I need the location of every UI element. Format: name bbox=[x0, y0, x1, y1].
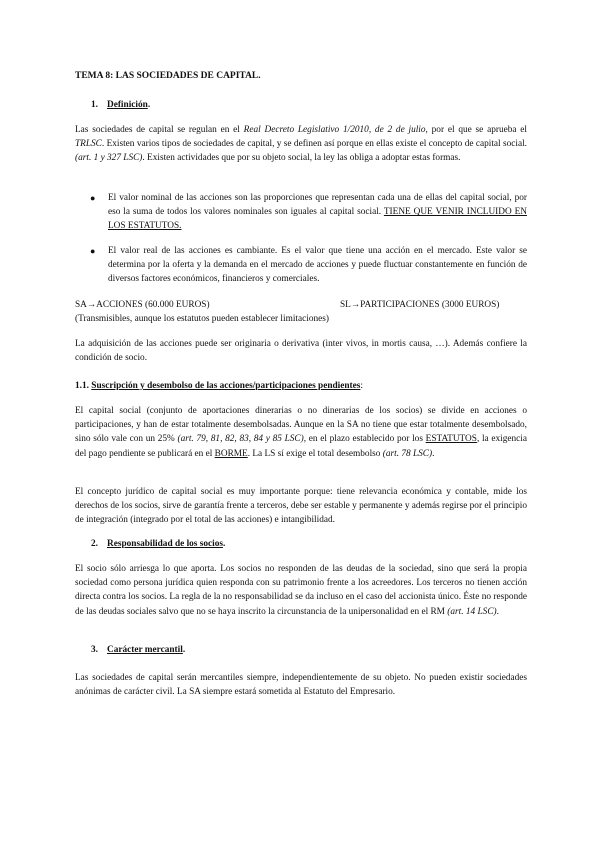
section-number: 1. bbox=[91, 100, 98, 110]
comparison-sa: SA→ACCIONES (60.000 EUROS) bbox=[75, 300, 210, 310]
section-number: 3. bbox=[91, 645, 98, 655]
section-heading-3: 3. Carácter mercantil. bbox=[91, 643, 185, 657]
comparison-sl: SL→PARTICIPACIONES (3000 EUROS) bbox=[340, 300, 500, 310]
borme-term: BORME bbox=[214, 448, 248, 459]
trlsc-abbr: TRLSC bbox=[75, 139, 102, 150]
statutes-term: ESTATUTOS bbox=[425, 434, 477, 445]
bullet-real-value: El valor real de las acciones es cambiante. Es el valor que tiene una acción en el mercado. Este valor se determina por la oferta y la demanda en el mercado de acciones y puede fluctuar constantemente en función de diversos factores económicos, financieros y comerciales. bbox=[108, 246, 527, 285]
bullet-icon: ● bbox=[90, 246, 96, 256]
bullet-nominal-value: El valor nominal de las acciones son las proporciones que representan cada una de ellas del capital social, por eso la suma de todos los valores nominales son iguales al capital social. TIENE QUE VENIR INCLUIDO EN LOS ESTATUTOS. bbox=[108, 193, 527, 232]
subsection-heading-1-1: 1.1. Suscripción y desembolso de las acciones/participaciones pendientes: bbox=[75, 381, 363, 391]
law-reference: Real Decreto Legislativo 1/2010, de 2 de julio bbox=[243, 125, 426, 135]
section-number: 2. bbox=[91, 539, 98, 549]
paragraph-acquisition: La adquisición de las acciones puede ser originaria o derivativa (inter vivos, in mortis causa, …). Además confiere la condición de socio. bbox=[75, 339, 527, 364]
paragraph-subscription: El capital social (conjunto de aportaciones dinerarias o no dinerarias de los socios) se divide en acciones o participaciones, y han de estar totalmente desembolsadas. Aunque en la SA no tiene que estar totalmente desembolsado, sino sólo vale con un 25% (art. 79, 81, 82, 83, 84 y 85 LSC), en el plazo establecido por los ESTATUTOS, la exigencia del pago pendiente se publicará en el BORME. La LS sí exige el total desembolso (art. 78 LSC). bbox=[75, 406, 527, 459]
section-heading-1: 1. Definición. bbox=[91, 98, 150, 112]
emphasis-statutes: TIENE QUE VENIR INCLUIDO EN LOS ESTATUTOS. bbox=[108, 207, 527, 232]
section-title: Responsabilidad de los socios bbox=[107, 539, 223, 549]
paragraph-liability: El socio sólo arriesga lo que aporta. Los socios no responden de las deudas de la sociedad, sino que será la propia sociedad como persona jurídica quien responda con su patrimonio frente a los acreedores. Los terceros no tienen acción directa contra los socios. La regla de la no responsabilidad se da incluso en el caso del accionista único. Éste no responde de las deudas sociales salvo que no se haya inscrito la circunstancia de la unipersonalidad en el RM (art. 14 LSC). bbox=[75, 564, 527, 617]
section-heading-2: 2. Responsabilidad de los socios. bbox=[91, 537, 225, 551]
article-reference: (art. 1 y 327 LSC) bbox=[75, 153, 143, 164]
document-title: TEMA 8: LAS SOCIEDADES DE CAPITAL. bbox=[75, 71, 261, 81]
section-title: Carácter mercantil bbox=[107, 645, 183, 655]
paragraph-mercantile: Las sociedades de capital serán mercantiles siempre, independientemente de su objeto. No pueden existir sociedades anónimas de carácter civil. La SA siempre estará sometida al Estatuto del Empresario. bbox=[75, 673, 527, 698]
paragraph-capital-concept: El concepto jurídico de capital social es muy importante porque: tiene relevancia económica y contable, mide los derechos de los socios, sirve de garantía frente a terceros, debe ser estable y permanente y además regirse por el principio de integración (integrado por el total de las acciones) e intangibilidad. bbox=[75, 487, 527, 526]
subsection-number: 1.1. bbox=[75, 381, 89, 391]
bullet-icon: ● bbox=[90, 193, 96, 203]
article-reference: (art. 14 LSC) bbox=[447, 606, 497, 617]
subsection-title: Suscripción y desembolso de las acciones/participaciones pendientes bbox=[91, 381, 361, 391]
article-reference: (art. 79, 81, 82, 83, 84 y 85 LSC) bbox=[177, 434, 304, 445]
comparison-note: (Transmisibles, aunque los estatutos pueden establecer limitaciones) bbox=[75, 314, 329, 324]
article-reference: (art. 78 LSC) bbox=[382, 448, 433, 459]
paragraph-definition: Las sociedades de capital se regulan en el Real Decreto Legislativo 1/2010, de 2 de julio, por el que se aprueba el TRLSC. Existen varios tipos de sociedades de capital, y se definen así porque en ellas existe el concepto de capital social. (art. 1 y 327 LSC). Existen actividades que por su objeto social, la ley las obliga a adoptar estas formas. bbox=[75, 125, 528, 164]
section-title: Definición bbox=[107, 100, 148, 110]
